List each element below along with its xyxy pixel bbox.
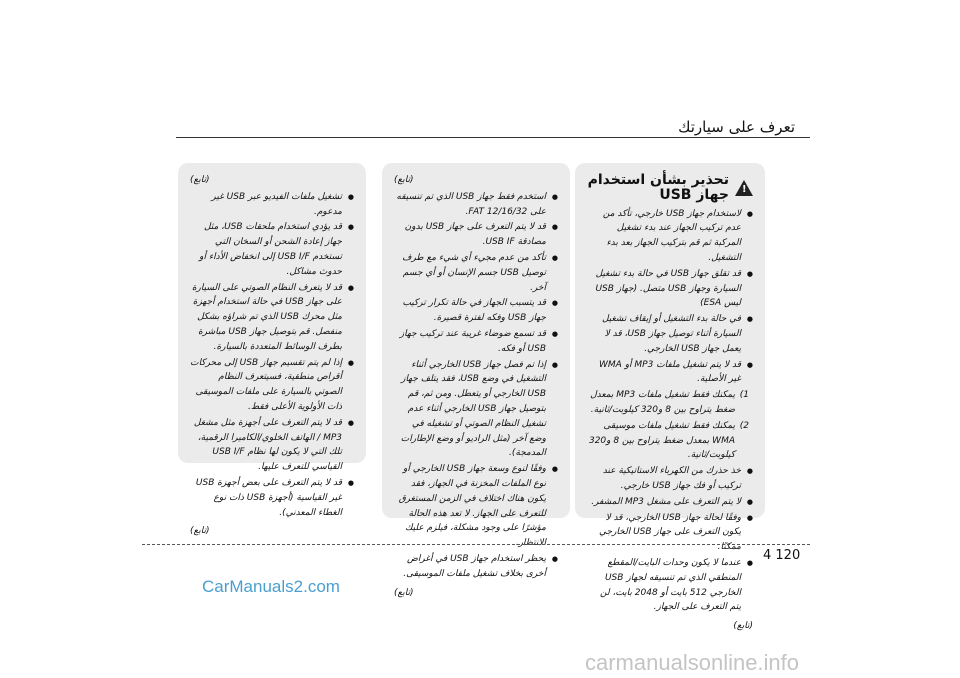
- caution-box-continued: [382, 163, 570, 598]
- list-item: ● لا يتم التعرف على مشغل MP3 المشفر.: [587, 495, 753, 510]
- list-item: ● قد لا يتم التعرف على أجهزة مثل مشغل MP3 / الهاتف الخلوي/الكاميرا الرقمية، تلك التي لا يكون لها نظام USB I/F القياسي للتعرف عليها.: [190, 416, 354, 475]
- list-item: ● قد لا يتعرف النظام الصوتي على السيارة على جهاز USB في حالة استخدام أجهزة مثل محرك USB الذي تم شراؤه بشكل منفصل. قم بتوصيل جهاز USB مباشرة بطرف الوسائط المتعددة بالسيارة.: [190, 281, 354, 355]
- list-item: ● قد تقلق جهاز USB في حالة بدء تشغيل السيارة وجهاز USB متصل. (جهاز USB ليس ESA): [587, 267, 753, 311]
- footer-rule: [142, 544, 810, 545]
- list-item: ● قد تسمع ضوضاء غريبة عند تركيب جهاز USB أو فكه.: [394, 327, 558, 357]
- continued-label: (تابع): [190, 526, 210, 537]
- list-item: ● إذا تم فصل جهاز USB الخارجي أثناء التشغيل في وضع USB، فقد يتلف جهاز USB الخارجي أو يتعطل. ومن ثم، قم بتوصيل جهاز USB الخارجي أثناء عدم تشغيل النظام الصوتي أو تشغيله في وضع آخر (مثل الراديو أو وضع الإطارات المدمجة).: [394, 358, 558, 462]
- continued-label: (تابع): [733, 621, 753, 632]
- page-header-title: تعرف على سيارتك: [678, 118, 795, 136]
- footer-watermark[interactable]: carmanualsonline.info: [585, 650, 800, 675]
- warning-icon: !: [735, 180, 753, 196]
- sub-list-item: 1) يمكنك فقط تشغيل ملفات MP3 بمعدل ضغط يتراوح بين 8 و320 كيلوبت/ثانية.: [590, 390, 749, 415]
- caution-box-continued-2: [178, 163, 366, 537]
- list-item: ● قد لا يتم التعرف على بعض أجهزة USB غير القياسية (أجهزة USB ذات نوع الغطاء المعدني).: [190, 476, 354, 520]
- list-item: ● في حالة بدء التشغيل أو إيقاف تشغيل السيارة أثناء توصيل جهاز USB، قد لا يعمل جهاز USB الخارجي.: [587, 312, 753, 356]
- list-item: ● وفقًا لحالة جهاز USB الخارجي، قد لا يكون التعرف على جهاز USB الخارجي ممكنًا.: [587, 511, 753, 555]
- list-item: ● تشغيل ملفات الفيديو عبر USB غير مدعوم.: [190, 190, 354, 220]
- list-item: ● إذا لم يتم تقسيم جهاز USB إلى محركات أقراص منطقية، فسيتعرف النظام الصوتي بالسيارة على ملفات الموسيقى ذات الأولوية الأعلى فقط.: [190, 356, 354, 415]
- list-item: ● استخدم فقط جهاز USB الذي تم تنسيقه على FAT 12/16/32.: [394, 190, 558, 220]
- list-item: ● لاستخدام جهاز USB خارجي، تأكد من عدم تركيب الجهاز عند بدء تشغيل المركبة ثم قم بتركيب الجهاز بعد بدء التشغيل.: [587, 207, 753, 266]
- list-item: ● قد لا يتم تشغيل ملفات MP3 أو WMA غير الأصلية.: [587, 358, 753, 388]
- page-number: 4 120: [763, 548, 801, 563]
- list-item: ● يحظر استخدام جهاز USB في أغراض أخرى بخلاف تشغيل ملفات الموسيقى.: [394, 552, 558, 582]
- list-item: ● تأكد من عدم مجيء أي شيء مع طرف توصيل USB جسم الإنسان أو أي جسم آخر.: [394, 251, 558, 295]
- header-rule: [176, 137, 810, 138]
- list-item: ● خذ حذرك من الكهرباء الاستاتيكية عند تركيب أو فك جهاز USB خارجي.: [587, 464, 753, 494]
- list-item: ● عندما لا يكون وحدات البايت/المقطع المنطقي الذي تم تنسيقه لجهاز USB الخارجي 512 بايت أو 2048 بايت، لن يتم التعرف على الجهاز.: [587, 556, 753, 615]
- continued-label: (تابع): [190, 175, 210, 185]
- list-item: ● قد لا يتم التعرف على جهاز USB بدون مصادقة USB IF.: [394, 220, 558, 250]
- caution-heading: [587, 173, 753, 203]
- watermark-logo[interactable]: CarManuals2.com: [202, 577, 340, 596]
- continued-label: (تابع): [394, 175, 414, 185]
- list-item: ● قد يتسبب الجهاز في حالة تكرار تركيب جهاز USB وفكه لفترة قصيرة.: [394, 296, 558, 326]
- caution-box: [575, 163, 765, 632]
- continued-label: (تابع): [394, 587, 414, 598]
- caution-title: تحذير بشأن استخدام جهاز USB: [587, 172, 729, 203]
- list-item: ● وفقًا لنوع وسعة جهاز USB الخارجي أو نوع الملفات المخزنة في الجهاز، فقد يكون هناك اختلاف في الزمن المستغرق للتعرف على الجهاز. لا تعد هذه الحالة مؤشرًا على وجود مشكلة، فيلزم عليك الانتظار.: [394, 462, 558, 551]
- sub-list-item: 2) يمكنك فقط تشغيل ملفات موسيقى WMA بمعدل ضغط يتراوح بين 8 و320 كيلوبت/ثانية.: [588, 420, 749, 461]
- list-item: ● قد يؤدي استخدام ملحقات USB، مثل جهاز إعادة الشحن أو السخان التي تستخدم USB I/F إلى انخفاض الأداء أو حدوث مشاكل.: [190, 220, 354, 279]
